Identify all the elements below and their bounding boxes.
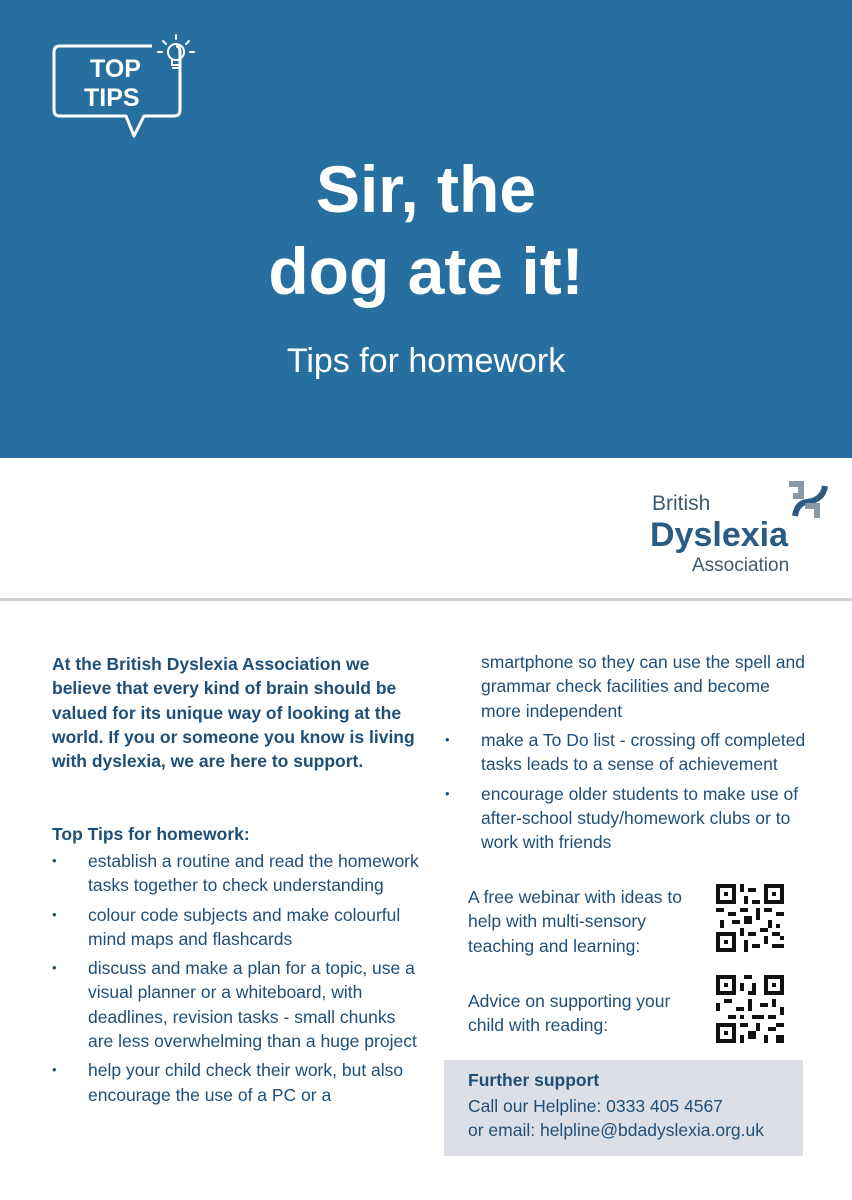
list-item: • colour code subjects and make colourful mind maps and flashcards: [52, 903, 422, 952]
qr-code-icon[interactable]: [716, 975, 784, 1043]
badge-line2: TIPS: [84, 84, 140, 112]
title-line-2: dog ate it!: [268, 234, 584, 308]
list-item: • make a To Do list - crossing off completed tasks leads to a sense of achievement: [445, 728, 825, 777]
bda-logo: [650, 480, 830, 580]
logo-line-2: Dyslexia: [650, 516, 788, 554]
list-item: • establish a routine and read the homework tasks together to check understanding: [52, 849, 422, 898]
further-support-box: [444, 1060, 803, 1156]
logo-line-1: British: [652, 492, 711, 515]
tips-heading: Top Tips for homework:: [52, 824, 250, 844]
tips-list-left: [52, 849, 422, 1112]
tip-continuation: smartphone so they can use the spell and grammar check facilities and become more independent: [481, 652, 805, 721]
email-text[interactable]: or email: helpline@bdadyslexia.org.uk: [468, 1120, 764, 1140]
helpline-text: Call our Helpline: 0333 405 4567: [468, 1096, 723, 1116]
logo-line-3: Association: [692, 555, 790, 576]
intro-paragraph: At the British Dyslexia Association we believe that every kind of brain should be valued for its unique way of looking at the world. If you or someone you know is living with dyslexia, we are here to support.: [52, 654, 415, 772]
webinar-resource-text: A free webinar with ideas to help with multi-sensory teaching and learning:: [468, 887, 683, 956]
hero-banner: [0, 0, 852, 458]
top-tips-badge: [52, 32, 202, 147]
support-heading: Further support: [468, 1070, 600, 1090]
list-item: • discuss and make a plan for a topic, use a visual planner or a whiteboard, with deadlines, revision tasks - small chunks are less overwhelming than a huge project: [52, 956, 422, 1053]
tips-list-right: [445, 728, 825, 859]
divider: [0, 598, 852, 601]
page-title: [0, 148, 852, 312]
list-item: • help your child check their work, but also encourage the use of a PC or a: [52, 1058, 422, 1107]
qr-code-icon[interactable]: [716, 884, 784, 952]
page-subtitle: Tips for homework: [286, 342, 566, 380]
speech-bubble-icon: [52, 32, 202, 142]
reading-resource-text: Advice on supporting your child with reading:: [468, 991, 671, 1036]
badge-line1: TOP: [90, 55, 141, 83]
list-item: • encourage older students to make use of after-school study/homework clubs or to work with friends: [445, 782, 825, 855]
bda-logo-mark-icon: [785, 480, 829, 522]
lightbulb-icon: [158, 35, 194, 68]
title-line-1: Sir, the: [315, 152, 537, 226]
